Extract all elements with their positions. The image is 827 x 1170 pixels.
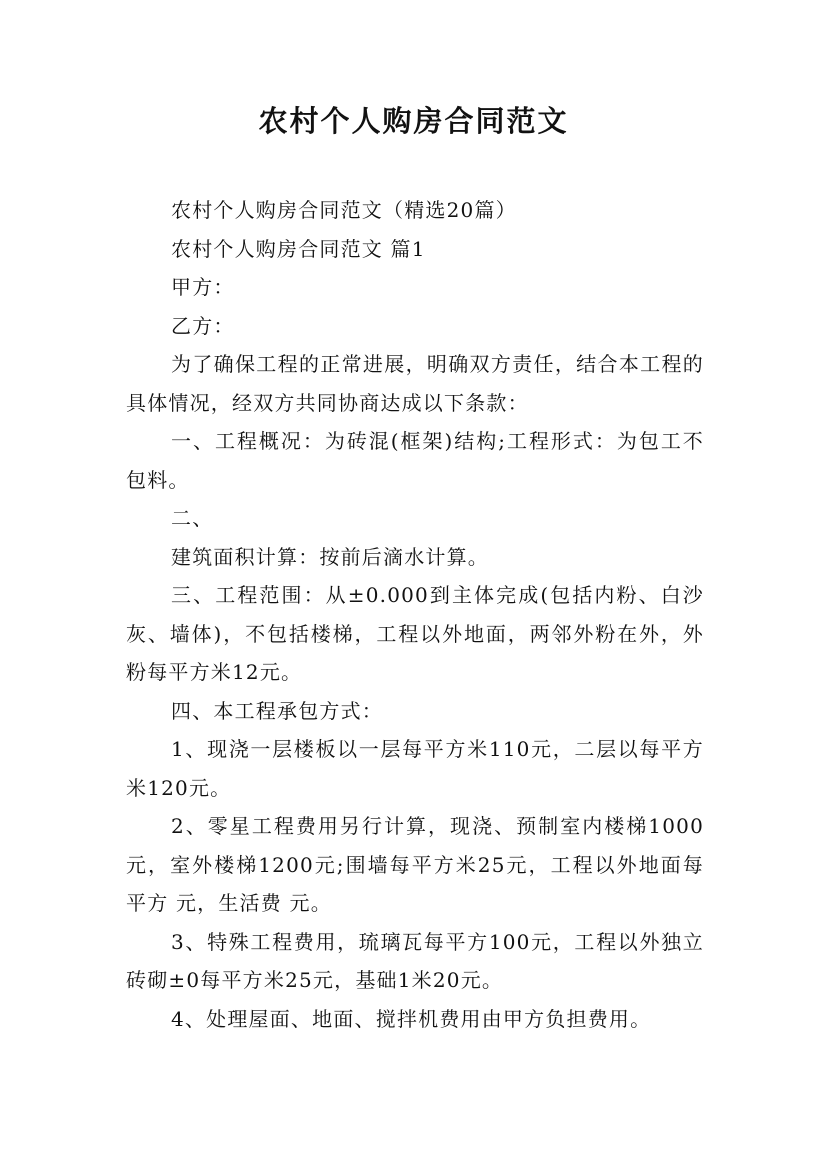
paragraph-party-b: 乙方： — [171, 313, 235, 338]
paragraph-section-heading: 农村个人购房合同范文 篇1 — [171, 236, 426, 261]
paragraph-preamble: 为了确保工程的正常进展，明确双方责任，结合本工程的具体情况，经双方共同协商达成以下条款： — [126, 352, 704, 415]
paragraph-clause-3: 三、工程范围：从±0.000到主体完成(包括内粉、白沙灰、墙体)，不包括楼梯，工程以外地面，两邻外粉在外，外粉每平方米12元。 — [126, 583, 704, 684]
paragraph-area-calc: 建筑面积计算：按前后滴水计算。 — [171, 544, 489, 569]
paragraph-clause-2: 二、 — [171, 506, 214, 530]
paragraph-item-4: 4、处理屋面、地面、搅拌机费用由甲方负担费用。 — [171, 1006, 652, 1031]
paragraph-clause-1: 一、工程概况：为砖混(框架)结构;工程形式：为包工不包料。 — [126, 429, 704, 492]
paragraph-item-2: 2、零星工程费用另行计算，现浇、预制室内楼梯1000元，室外楼梯1200元;围墙每平方米25元，工程以外地面每平方 元，生活费 元。 — [126, 814, 704, 915]
document-body — [126, 191, 704, 1038]
paragraph-party-a: 甲方： — [171, 275, 235, 299]
paragraph-item-3: 3、特殊工程费用，琉璃瓦每平方100元，工程以外独立砖砌±0每平方米25元，基础1米20元。 — [126, 929, 704, 992]
paragraph-subtitle: 农村个人购房合同范文（精选20篇） — [171, 198, 517, 222]
paragraph-clause-4: 四、本工程承包方式： — [171, 698, 383, 723]
paragraph-item-1: 1、现浇一层楼板以一层每平方米110元，二层以每平方米120元。 — [126, 737, 704, 800]
document-title: 农村个人购房合同范文 — [258, 104, 569, 138]
